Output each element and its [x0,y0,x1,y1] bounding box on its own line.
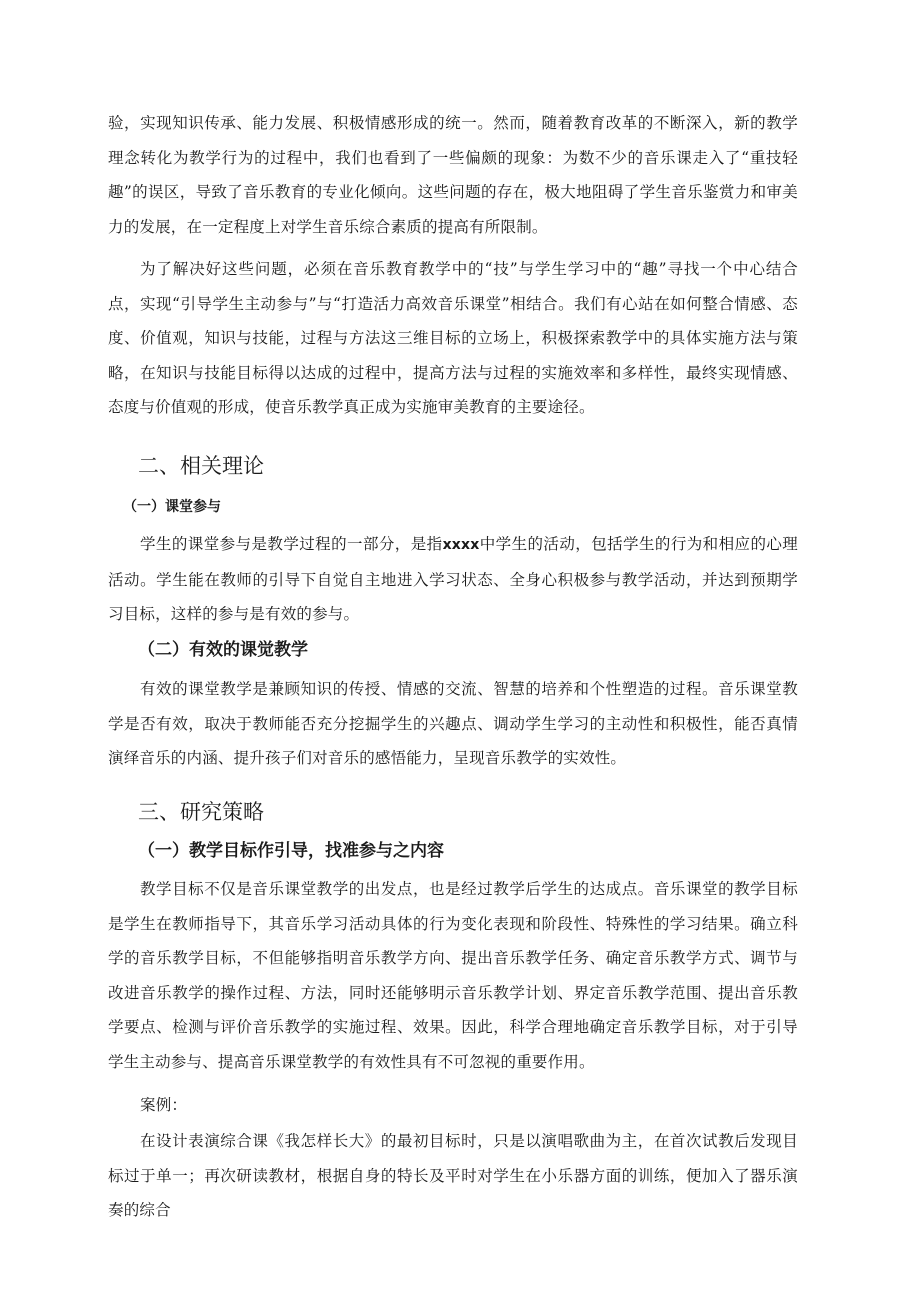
paragraph-participation [108,527,798,632]
paragraph-intro-continued: 验，实现知识传承、能力发展、积极情感形成的统一。然而，随着教育改革的不断深入，新的教学理念转化为教学行为的过程中，我们也看到了一些偏颇的现象：为数不少的音乐课走入了“重技轻趣”的误区，导致了音乐教育的专业化倾向。这些问题的存在，极大地阻碍了学生音乐鉴赏力和审美力的发展，在一定程度上对学生音乐综合素质的提高有所限制。 [108,114,798,236]
subheading-effective-teaching: （二）有效的课觉教学 [138,640,308,660]
paragraph-case-description: 在设计表演综合课《我怎样长大》的最初目标时，只是以演唱歌曲为主，在首次试教后发现目标过于单一；再次研读教材，根据自身的特长及平时对学生在小乐器方面的训练，便加入了器乐演奏的综合 [108,1132,798,1219]
section-heading-theory: 二、相关理论 [138,454,264,478]
participation-text-start: 学生的课堂参与是教学过程的一部分，是指 [140,535,443,553]
paragraph-solution: 为了解决好这些问题，必须在音乐教育教学中的“技”与学生学习中的“趣”寻找一个中心结合点，实现“引导学生主动参与”与“打造活力高效音乐课堂”相结合。我们有心站在如何整合情感、态度、价值观，知识与技能，过程与方法这三维目标的立场上，积极探索教学中的具体实施方法与策略，在知识与技能目标得以达成的过程中，提高方法与过程的实施效率和多样性，最终实现情感、态度与价值观的形成，使音乐教学真正成为实施审美教育的主要途径。 [108,260,798,416]
subheading-class-participation: （一）课堂参与 [123,499,221,515]
paragraph-teaching-goals: 教学目标不仅是音乐课堂教学的出发点，也是经过教学后学生的达成点。音乐课堂的教学目标是学生在教师指导下，其音乐学习活动具体的行为变化表现和阶段性、特殊性的学习结果。确立科学的音乐教学目标，不但能够指明音乐教学方向、提出音乐教学任务、确定音乐教学方式、调节与改进音乐教学的操作过程、方法，同时还能够明示音乐教学计划、界定音乐教学范围、提出音乐教学要点、检测与评价音乐教学的实施过程、效果。因此，科学合理地确定音乐教学目标，对于引导学生主动参与、提高音乐课堂教学的有效性具有不可忽视的重要作用。 [108,880,798,1071]
paragraph-case-label: 案例： [140,1096,188,1114]
subheading-teaching-goals: （一）教学目标作引导，找准参与之内容 [138,841,444,861]
paragraph-effective-teaching: 有效的课堂教学是兼顾知识的传授、情感的交流、智慧的培养和个性塑造的过程。音乐课堂教学是否有效，取决于教师能否充分挖掘学生的兴趣点、调动学生学习的主动性和积极性，能否真情演绎音乐的内涵、提升孩子们对音乐的感悟能力，呈现音乐教学的实效性。 [108,680,798,767]
section-heading-strategy: 三、研究策略 [138,800,264,824]
participation-placeholder-code: xxxx [442,537,480,553]
participation-text-end: 中学生的活动，包括学生的行为和相应的心理活动。学生能在教师的引导下自觉自主地进入学习状态、全身心积极参与教学活动，并达到预期学习目标，这样的参与是有效的参与。 [108,535,798,623]
